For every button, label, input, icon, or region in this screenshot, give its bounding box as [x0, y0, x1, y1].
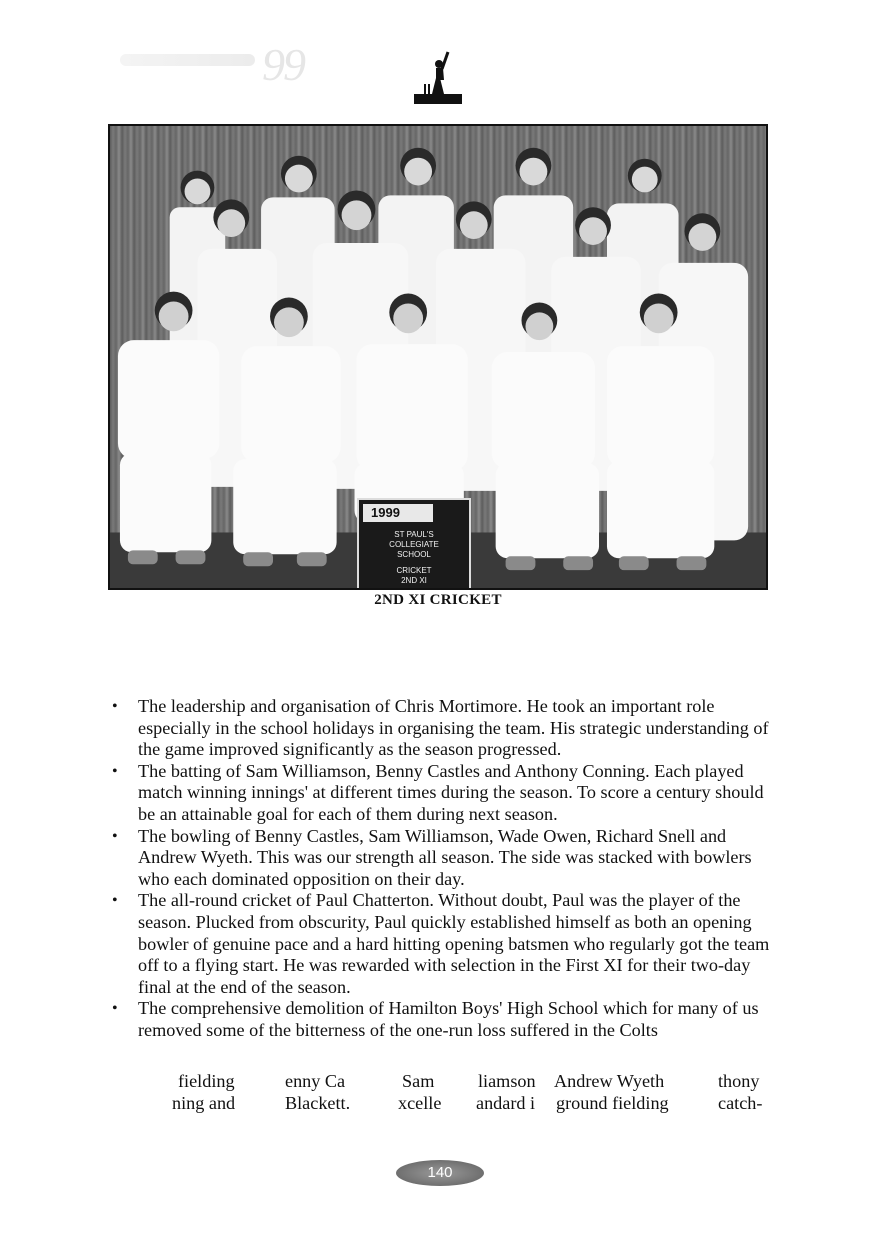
highlights-list: [110, 696, 770, 1042]
faint-header-bar: [120, 54, 255, 66]
fragment-text: Blackett.: [285, 1093, 351, 1113]
photo-caption: 2ND XI CRICKET: [374, 592, 502, 608]
team-sign-board: [357, 498, 471, 590]
team-photo: [108, 124, 768, 590]
bullet-icon: •: [112, 698, 118, 715]
fragment-text: xcelle: [398, 1093, 442, 1113]
fragment-text: andard i: [476, 1093, 536, 1113]
fragment-text: Andrew Wyeth: [554, 1071, 665, 1091]
list-item: • The comprehensive demolition of Hamilton Boys' High School which for many of us removed some of the bitterness of the one-run loss suffered in the Colts: [112, 998, 759, 1040]
faint-year-watermark: 99: [262, 39, 304, 90]
fragment-text: liamson: [478, 1071, 536, 1091]
sign-school-name: ST PAUL'S COLLEGIATE SCHOOL: [389, 530, 439, 559]
fragment-text: thony: [718, 1071, 760, 1091]
bullet-icon: •: [112, 827, 118, 845]
cricket-batsman-logo-icon: [410, 50, 466, 106]
fragment-text: ning and: [172, 1093, 236, 1113]
page-number: 140: [396, 1160, 484, 1186]
sign-year: 1999: [363, 504, 433, 522]
bullet-icon: •: [112, 762, 118, 780]
fragment-text: Sam: [402, 1071, 435, 1091]
bullet-icon: •: [112, 892, 118, 910]
list-item: • The leadership and organisation of Chris Mortimore. He took an important role especially in the school holidays in organising the team. His strategic understanding of the game improved significantly as the season progressed.: [112, 696, 769, 760]
fragment-text: enny Ca: [285, 1071, 346, 1091]
list-item: • The batting of Sam Williamson, Benny Castles and Anthony Conning. Each played match winning innings' at different times during the season. To score a century should be an attainable goal for each of them during next season.: [112, 760, 764, 824]
list-item: • The bowling of Benny Castles, Sam Williamson, Wade Owen, Richard Snell and Andrew Wyeth. This was our strength all season. The side was stacked with bowlers who each dominated opposition on their day.: [112, 825, 752, 889]
fragment-text: ground fielding: [556, 1093, 669, 1113]
list-item: • The all-round cricket of Paul Chatterton. Without doubt, Paul was the player of the season. Plucked from obscurity, Paul quickly established himself as both an opening bowler of genuine pace and a hard hitting opening batsmen who regularly got the team off to a flying start. He was rewarded with selection in the First XI for their two-day final at the end of the season.: [112, 890, 770, 997]
sign-sport: CRICKET 2ND XI: [396, 566, 432, 585]
fragment-text: catch-: [718, 1093, 763, 1113]
fragmented-text: [0, 1070, 876, 1120]
bullet-icon: •: [112, 1000, 118, 1018]
fragment-text: fielding: [178, 1071, 235, 1091]
